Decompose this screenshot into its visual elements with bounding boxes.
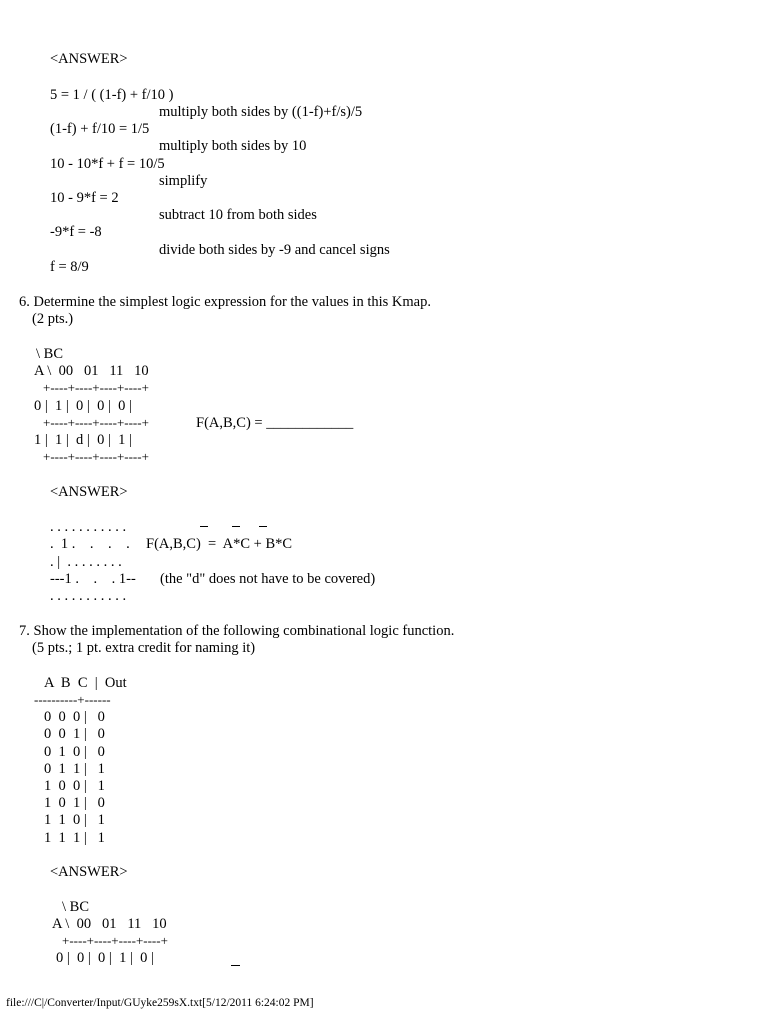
answer-grid-line: ---1 . . . 1-- <box>50 571 136 587</box>
overbar-mark <box>259 526 267 527</box>
derivation-step: 5 = 1 / ( (1-f) + f/10 ) <box>50 87 174 103</box>
truth-table-row: 0 1 1 | 1 <box>44 761 105 777</box>
kmap-row-1: 1 | 1 | d | 0 | 1 | <box>34 432 132 448</box>
truth-table-row: 1 0 1 | 0 <box>44 795 105 811</box>
derivation-step: -9*f = -8 <box>50 224 102 240</box>
kmap-header: \ BC <box>36 346 63 362</box>
answer-grid-line: . . . . . . . . . . . <box>50 519 127 535</box>
answer-grid-line: . . . . . . . . . . . <box>50 588 127 604</box>
kmap-border: +----+----+----+----+ <box>43 415 149 430</box>
kmap-border: +----+----+----+----+ <box>62 933 168 948</box>
kmap-border: +----+----+----+----+ <box>43 449 149 464</box>
derivation-note: multiply both sides by ((1-f)+f/s)/5 <box>159 104 363 120</box>
question-7-points: (5 pts.; 1 pt. extra credit for naming it) <box>32 640 256 656</box>
truth-table-row: 0 0 1 | 0 <box>44 726 105 742</box>
answer-note: (the "d" does not have to be covered) <box>160 571 376 587</box>
kmap-row-0: 0 | 0 | 0 | 1 | 0 | <box>56 950 154 966</box>
overbar-mark <box>232 526 240 527</box>
kmap-border: +----+----+----+----+ <box>43 380 149 395</box>
truth-table-row: 1 1 1 | 1 <box>44 830 105 846</box>
truth-table-row: 1 0 0 | 1 <box>44 778 105 794</box>
question-6-points: (2 pts.) <box>32 311 74 327</box>
derivation-step: 10 - 9*f = 2 <box>50 190 119 206</box>
answer-tag-6: <ANSWER> <box>50 484 128 500</box>
kmap-header: \ BC <box>62 899 89 915</box>
function-blank: F(A,B,C) = ____________ <box>196 415 354 431</box>
truth-table-row: 0 0 0 | 0 <box>44 709 105 725</box>
truth-table-separator: ----------+------ <box>34 692 111 707</box>
question-7: 7. Show the implementation of the following combinational logic function. <box>19 623 455 639</box>
truth-table-row: 0 1 0 | 0 <box>44 744 105 760</box>
answer-grid-line: . | . . . . . . . . <box>50 554 122 570</box>
kmap-columns: A \ 00 01 11 10 <box>52 916 167 932</box>
answer-grid-line: . 1 . . . . <box>50 536 130 552</box>
derivation-step: (1-f) + f/10 = 1/5 <box>50 121 150 137</box>
truth-table-row: 1 1 0 | 1 <box>44 812 105 828</box>
derivation-note: divide both sides by -9 and cancel signs <box>159 242 390 258</box>
overbar-mark <box>200 526 208 527</box>
derivation-note: simplify <box>159 173 208 189</box>
truth-table-header: A B C | Out <box>44 675 127 691</box>
kmap-columns: A \ 00 01 11 10 <box>34 363 149 379</box>
kmap-row-0: 0 | 1 | 0 | 0 | 0 | <box>34 398 132 414</box>
derivation-step: 10 - 10*f + f = 10/5 <box>50 156 165 172</box>
file-path-footer: file:///C|/Converter/Input/GUyke259sX.txt[5/12/2011 6:24:02 PM] <box>6 997 314 1009</box>
question-6: 6. Determine the simplest logic expression for the values in this Kmap. <box>19 294 431 310</box>
derivation-note: multiply both sides by 10 <box>159 138 307 154</box>
overbar-mark <box>231 965 240 966</box>
derivation-step: f = 8/9 <box>50 259 89 275</box>
function-answer: F(A,B,C) = A*C + B*C <box>146 536 293 552</box>
answer-tag-5: <ANSWER> <box>50 51 128 67</box>
answer-tag-7: <ANSWER> <box>50 864 128 880</box>
derivation-note: subtract 10 from both sides <box>159 207 317 223</box>
